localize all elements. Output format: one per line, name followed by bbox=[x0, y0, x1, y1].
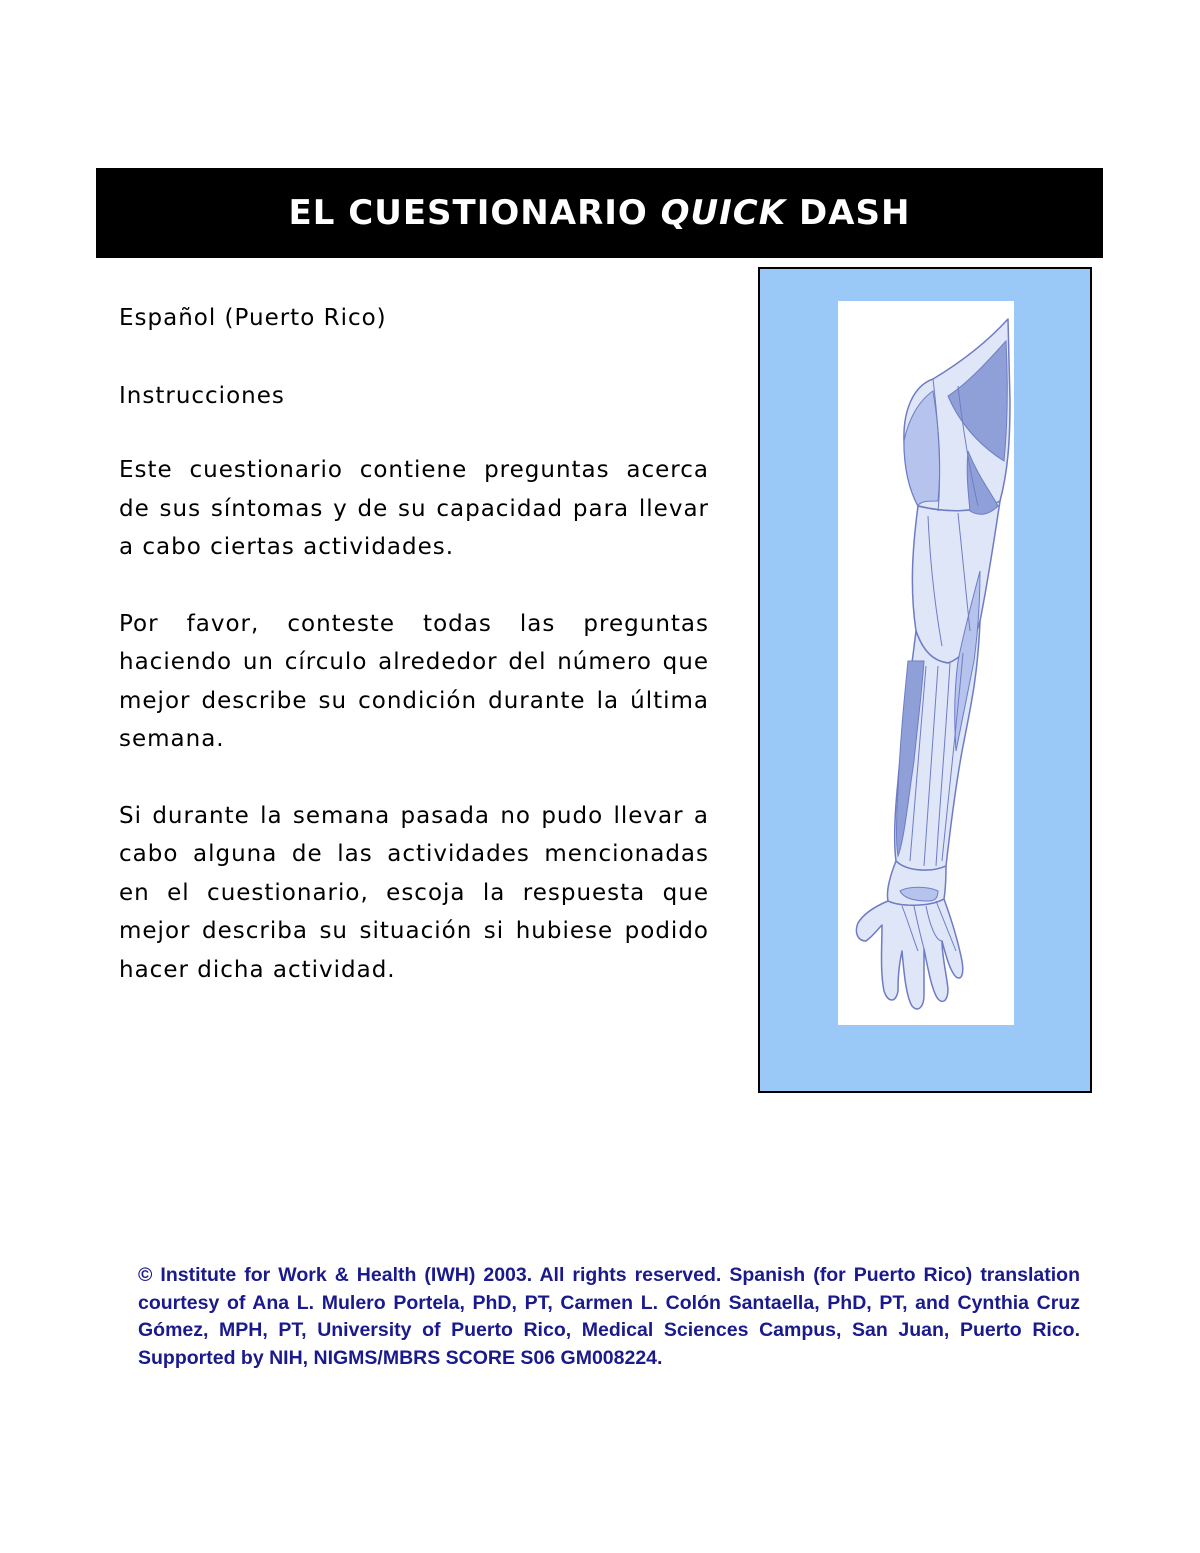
arm-anatomy-icon bbox=[838, 301, 1014, 1025]
instruction-paragraph-1: Este cuestionario contiene preguntas acerca de sus síntomas y de su capacidad para llevar a cabo ciertas actividades. bbox=[119, 457, 709, 560]
title-banner bbox=[96, 168, 1103, 258]
instruction-paragraph-3: Si durante la semana pasada no pudo llevar a cabo alguna de las actividades mencionadas en el cuestionario, escoja la respuesta que mejor describa su situación si hubiese podido hacer dicha actividad. bbox=[119, 802, 709, 983]
arm-figure-frame bbox=[758, 267, 1092, 1093]
instruction-paragraph-2: Por favor, conteste todas las preguntas haciendo un círculo alrededor del número que mejor describe su condición durante la última semana. bbox=[119, 610, 709, 752]
instructions-column bbox=[119, 305, 709, 1027]
arm-figure-panel bbox=[838, 301, 1014, 1025]
language-label: Español (Puerto Rico) bbox=[119, 305, 387, 331]
title-part-italic: QUICK bbox=[660, 193, 787, 233]
title-part-1: EL CUESTIONARIO bbox=[288, 193, 661, 233]
copyright-notice: © Institute for Work & Health (IWH) 2003. All rights reserved. Spanish (for Puerto Rico) translation courtesy of Ana L. Mulero Portela, PhD, PT, Carmen L. Colón Santaella, PhD, PT, and Cynthia Cruz Gómez, MPH, PT, University of Puerto Rico, Medical Sciences Campus, San Juan, Puerto Rico. Supported by NIH, NIGMS/MBRS SCORE S06 GM008224. bbox=[138, 1264, 1080, 1369]
instructions-heading: Instrucciones bbox=[119, 383, 285, 409]
title-part-2: DASH bbox=[786, 193, 911, 233]
page-title bbox=[289, 193, 911, 233]
